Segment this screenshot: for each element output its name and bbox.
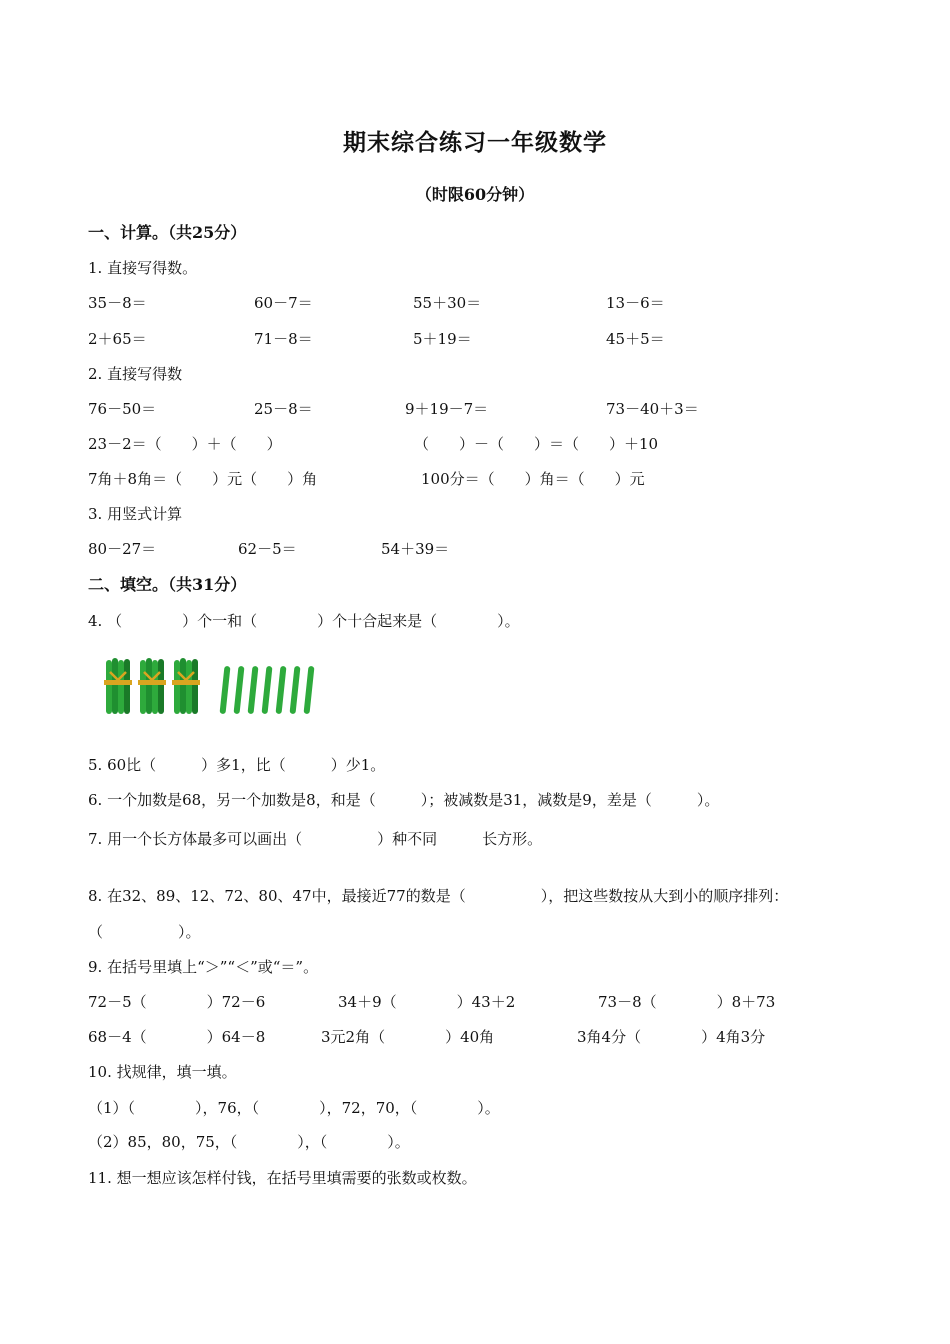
single-sticks-icon — [220, 666, 315, 714]
q10-row1: （1）（ ），76，（ ），72，70，（ ）。 — [88, 1099, 500, 1117]
q3-label: 3. 用竖式计算 — [88, 505, 183, 523]
comparison: 3角4分（ ）4角3分 — [577, 1028, 766, 1046]
bundle-of-ten-sticks-icon — [172, 658, 200, 714]
problem: 35－8＝ — [88, 294, 147, 312]
bundle-of-ten-sticks-icon — [104, 658, 132, 714]
problem: （ ）－（ ）＝（ ）＋10 — [414, 435, 659, 453]
problem: 9＋19－7＝ — [405, 400, 489, 418]
q10-row2: （2）85，80，75，（ ），（ ）。 — [88, 1133, 410, 1151]
time-limit: （时限60分钟） — [415, 185, 535, 204]
problem: 13－6＝ — [606, 294, 665, 312]
problem: 62－5＝ — [238, 540, 297, 558]
q1-label: 1. 直接写得数。 — [88, 259, 198, 277]
q7-text: 7. 用一个长方体最多可以画出（ ）种不同 长方形。 — [88, 830, 543, 848]
problem: 23－2＝（ ）＋（ ） — [88, 435, 282, 453]
q11-text: 11. 想一想应该怎样付钱，在括号里填需要的张数或枚数。 — [88, 1169, 477, 1187]
comparison: 72－5（ ）72－6 — [88, 993, 266, 1011]
q8-line2: （ ）。 — [88, 923, 201, 941]
problem: 25－8＝ — [254, 400, 313, 418]
problem: 54＋39＝ — [381, 540, 450, 558]
q2-label: 2. 直接写得数 — [88, 365, 183, 383]
problem: 71－8＝ — [254, 330, 313, 348]
problem: 73－40＋3＝ — [606, 400, 699, 418]
comparison: 68－4（ ）64－8 — [88, 1028, 266, 1046]
problem: 80－27＝ — [88, 540, 157, 558]
problem: 7角＋8角＝（ ）元（ ）角 — [88, 470, 318, 488]
problem: 45＋5＝ — [606, 330, 665, 348]
counting-sticks-image — [104, 656, 324, 718]
comparison: 3元2角（ ）40角 — [321, 1028, 495, 1046]
problem: 55＋30＝ — [413, 294, 482, 312]
q8-line1: 8. 在32、89、12、72、80、47中，最接近77的数是（ ），把这些数按从大到小的顺序排列： — [88, 887, 789, 905]
problem: 100分＝（ ）角＝（ ）元 — [421, 470, 645, 488]
bundle-of-ten-sticks-icon — [138, 658, 166, 714]
q6-text: 6. 一个加数是68，另一个加数是8，和是（ ）；被减数是31，减数是9，差是（ ）。 — [88, 791, 720, 809]
problem: 2＋65＝ — [88, 330, 147, 348]
comparison: 73－8（ ）8＋73 — [598, 993, 776, 1011]
problem: 76－50＝ — [88, 400, 157, 418]
q5-text: 5. 60比（ ）多1，比（ ）少1。 — [88, 756, 386, 774]
problem: 60－7＝ — [254, 294, 313, 312]
problem: 5＋19＝ — [413, 330, 472, 348]
section-1-heading: 一、计算。（共25分） — [88, 223, 247, 242]
page-title: 期末综合练习一年级数学 — [343, 129, 607, 156]
comparison: 34＋9（ ）43＋2 — [338, 993, 516, 1011]
q10-label: 10. 找规律，填一填。 — [88, 1063, 237, 1081]
q9-label: 9. 在括号里填上“＞”“＜”或“＝”。 — [88, 958, 319, 976]
q4-text: 4. （ ）个一和（ ）个十合起来是（ ）。 — [88, 612, 520, 630]
section-2-heading: 二、填空。（共31分） — [88, 575, 247, 594]
